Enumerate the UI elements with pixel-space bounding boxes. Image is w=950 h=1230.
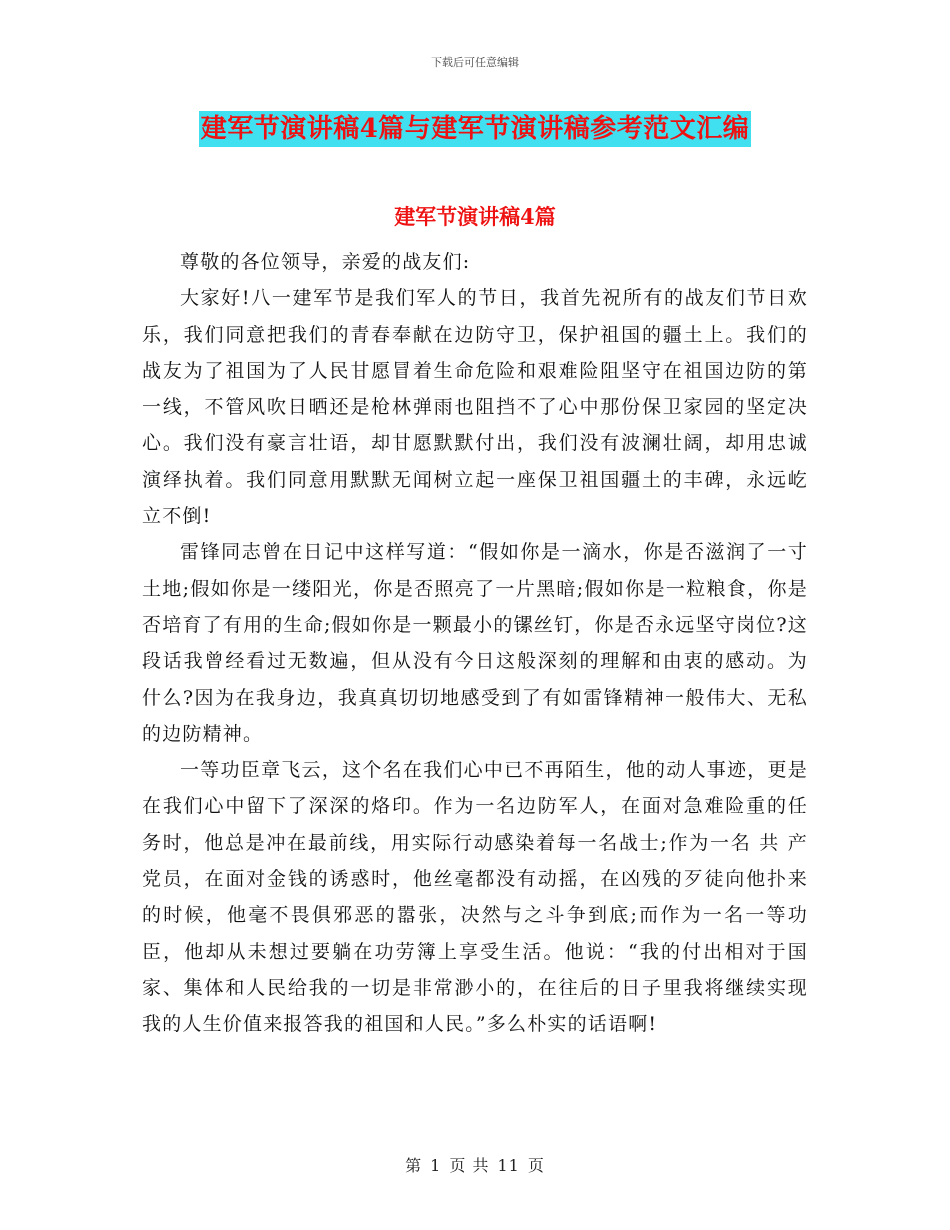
- paragraph-lei-feng: 雷锋同志曾在日记中这样写道：“假如你是一滴水，你是否滋润了一寸土地;假如你是一缕阳光，你是否照亮了一片黑暗;假如你是一粒粮食，你是否培育了有用的生命;假如你是一颗最小的镙丝钉，你是否永远坚守岗位?这段话我曾经看过无数遍，但从没有今日这般深刻的理解和由衷的感动。为什么?因为在我身边，我真真切切地感受到了有如雷锋精神一般伟大、无私的边防精神。: [142, 541, 808, 745]
- section-title: 建军节演讲稿4篇: [394, 204, 556, 229]
- footer-mid: 页 共: [449, 1156, 490, 1175]
- document-title: [0, 111, 950, 147]
- footer-page-number: 1: [430, 1156, 442, 1175]
- header-note: 下载后可任意编辑: [431, 56, 519, 69]
- page-footer: [0, 1153, 950, 1176]
- footer-prefix: 第: [405, 1156, 423, 1175]
- paragraph-greeting: 大家好!八一建军节是我们军人的节日，我首先祝所有的战友们节日欢乐，我们同意把我们的青春奉献在边防守卫，保护祖国的疆土上。我们的战友为了祖国为了人民甘愿冒着生命危险和艰难险阻坚守在祖国边防的第一线，不管风吹日晒还是枪林弹雨也阻挡不了心中那份保卫家园的坚定决心。我们没有豪言壮语，却甘愿默默付出，我们没有波澜壮阔，却用忠诚演绎执着。我们同意用默默无闻树立起一座保卫祖国疆土的丰碑，永远屹立不倒!: [142, 287, 808, 528]
- document-body: [142, 244, 808, 1043]
- document-title-text: 建军节演讲稿4篇与建军节演讲稿参考范文汇编: [199, 111, 752, 147]
- paragraph-salutation: 尊敬的各位领导，亲爱的战友们:: [180, 251, 471, 273]
- paragraph-hero: 一等功臣章飞云，这个名在我们心中已不再陌生，他的动人事迹，更是在我们心中留下了深深的烙印。作为一名边防军人，在面对急难险重的任务时，他总是冲在最前线，用实际行动感染着每一名战士;作为一名 共 产党员，在面对金钱的诱惑时，他丝毫都没有动摇，在凶残的歹徒向他扑来的时候，他毫不畏俱邪恶的嚣张，决然与之斗争到底;而作为一名一等功臣，他却从未想过要躺在功劳簿上享受生活。他说：“我的付出相对于国家、集体和人民给我的一切是非常渺小的，在往后的日子里我将继续实现我的人生价值来报答我的祖国和人民。”多么朴实的话语啊!: [142, 759, 808, 1036]
- footer-suffix: 页: [527, 1156, 545, 1175]
- footer-total-pages: 11: [497, 1156, 520, 1175]
